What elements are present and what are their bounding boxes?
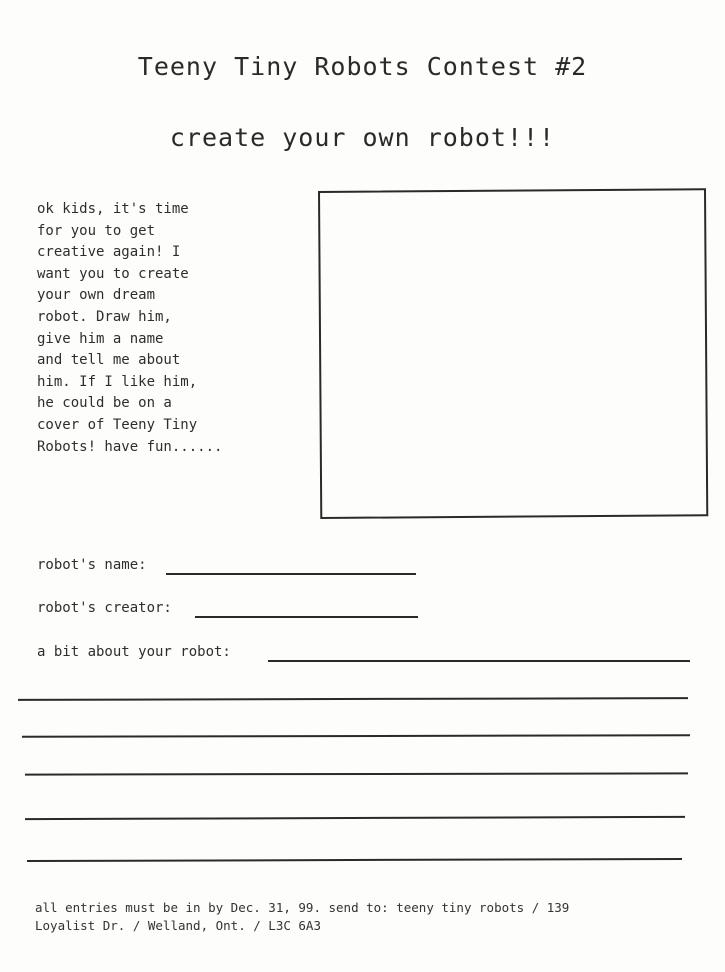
robot-about-label: a bit about your robot: [37, 644, 231, 660]
robot-name-field[interactable] [166, 573, 416, 575]
robot-creator-field[interactable] [195, 616, 418, 618]
robot-creator-label: robot's creator: [37, 600, 172, 616]
footer-mailing-info: all entries must be in by Dec. 31, 99. send to: teeny tiny robots / 139 Loyalist Dr. / Welland, Ont. / L3C 6A3 [35, 900, 570, 933]
robot-drawing-box[interactable] [318, 188, 708, 519]
robot-about-line-1[interactable] [268, 660, 690, 662]
robot-about-line-6[interactable] [27, 858, 682, 862]
robot-about-line-4[interactable] [25, 772, 688, 775]
robot-name-label: robot's name: [37, 557, 147, 573]
robot-about-line-2[interactable] [18, 697, 688, 701]
robot-about-line-3[interactable] [22, 734, 690, 737]
page-subtitle: create your own robot!!! [169, 123, 556, 152]
page-title: Teeny Tiny Robots Contest #2 [137, 52, 588, 81]
robot-about-line-5[interactable] [25, 816, 685, 820]
intro-text: ok kids, it's time for you to get creative again! I want you to create your own dream robot. Draw him, give him a name and tell me about him. If I like him, he could be on a cover of Teeny Tiny Robots! have fun...... [37, 201, 223, 455]
